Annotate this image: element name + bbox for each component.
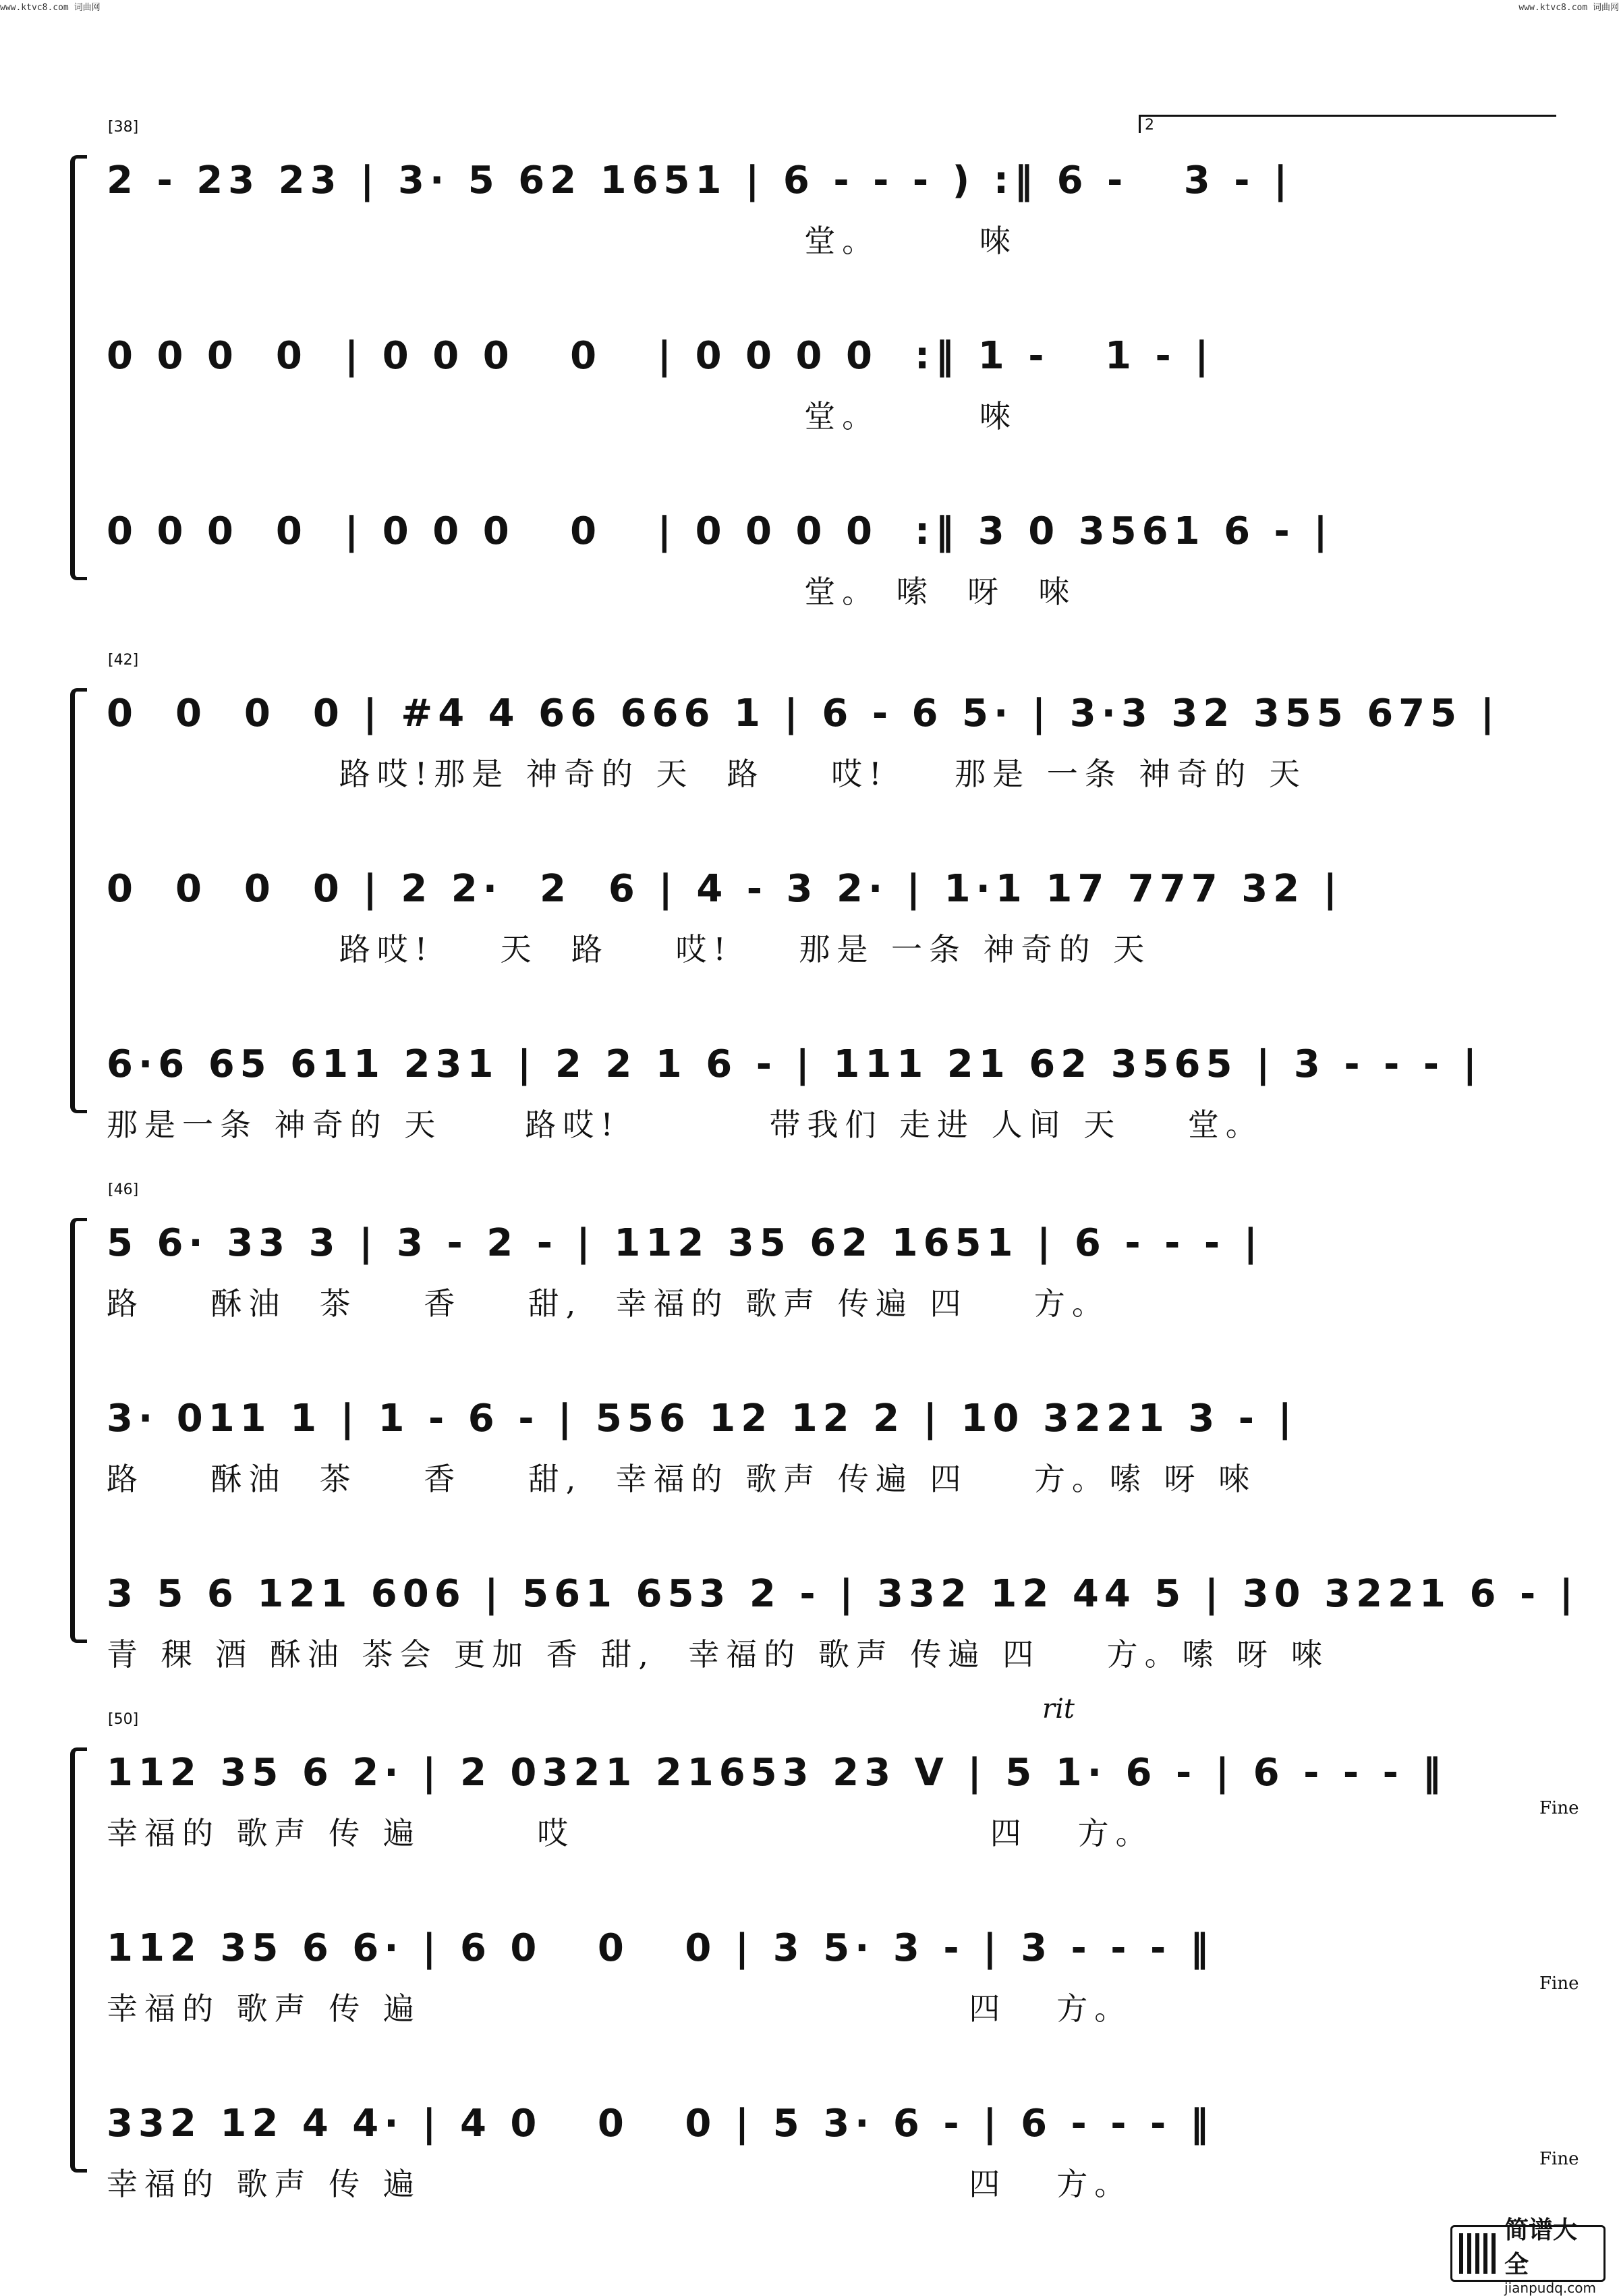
staff-lyrics: 青 稞 酒 酥油 茶会 更加 香 甜, 幸福的 歌声 传遍 四 方。嗦 呀 唻 [107,1636,1329,1673]
fine-marking: Fine [1539,1798,1579,1818]
staff-notes: 0 0 0 0 | 0 0 0 0 | 0 0 0 0 :‖ 3 0 3561 6 - | [107,509,1333,553]
system-1 [0,121,1619,648]
staff-notes: 0 0 0 0 | 2 2· 2 6 | 4 - 3 2· | 1·1 17 777 32 | [107,867,1343,911]
staff-lyrics: 堂。 唻 [107,223,1017,259]
system-2 [0,654,1619,1181]
staff-notes: 332 12 4 4· | 4 0 0 0 | 5 3· 6 - | 6 - - - ‖ [107,2102,1214,2146]
system-4 [0,1711,1619,2240]
staff-1 [0,1751,1619,1926]
staff-2 [0,1926,1619,2102]
staff-notes: 3 5 6 121 606 | 561 653 2 - | 332 12 44 5 | 30 3221 6 - | [107,1572,1579,1616]
header-left: www.ktvc8.com 词曲网 [0,3,101,13]
staff-notes: 5 6· 33 3 | 3 - 2 - | 112 35 62 1651 | 6 - - - | [107,1221,1263,1265]
measure-number: [50] [108,1711,139,1728]
staff-lyrics: 幸福的 歌声 传 遍 四 方。 [107,1990,1133,2027]
measure-number: [38] [108,119,139,136]
staff-notes: 112 35 6 6· | 6 0 0 0 | 3 5· 3 - | 3 - - - ‖ [107,1926,1214,1970]
staff-2 [0,867,1619,1042]
fine-marking: Fine [1539,2149,1579,2169]
staff-lyrics: 路 酥油 茶 香 甜, 幸福的 歌声 传遍 四 方。嗦 呀 唻 [107,1461,1257,1497]
rit-marking: rit [1042,1693,1075,1725]
staff-3 [0,2102,1619,2277]
site-logo [1450,2216,1606,2296]
staff-lyrics: 路哎!那是 神奇的 天 路 哎! 那是 一条 神奇的 天 [107,756,1307,792]
staff-lyrics: 堂。 嗦 呀 唻 [107,573,1077,610]
system-3 [0,1181,1619,1710]
logo-title: 简谱大全 [1504,2216,1578,2278]
staff-2 [0,1397,1619,1572]
staff-notes: 0 0 0 0 | #4 4 66 666 1 | 6 - 6 5· | 3·3 32 355 675 | [107,692,1500,735]
staff-notes: 6·6 65 611 231 | 2 2 1 6 - | 111 21 62 3565 | 3 - - - | [107,1042,1483,1086]
header-right: www.ktvc8.com 词曲网 [1518,3,1619,13]
measure-number: [42] [108,652,139,669]
staff-1 [0,1221,1619,1397]
staff-notes: 3· 011 1 | 1 - 6 - | 556 12 12 2 | 10 3221 3 - | [107,1397,1297,1440]
staff-lyrics: 幸福的 歌声 传 遍 哎 四 方。 [107,1815,1154,1851]
staff-lyrics: 路哎! 天 路 哎! 那是 一条 神奇的 天 [107,931,1152,968]
staff-lyrics: 路 酥油 茶 香 甜, 幸福的 歌声 传遍 四 方。 [107,1285,1110,1322]
piano-keys-icon [1459,2233,1498,2274]
logo-text [1504,2211,1597,2296]
staff-lyrics: 堂。 唻 [107,398,1017,435]
staff-2 [0,334,1619,509]
staff-lyrics: 那是一条 神奇的 天 路哎! 带我们 走进 人间 天 堂。 [107,1107,1263,1143]
staff-notes: 2 - 23 23 | 3· 5 62 1651 | 6 - - - ) :‖ 6 - 3 - | [107,159,1293,202]
staff-lyrics: 幸福的 歌声 传 遍 四 方。 [107,2166,1133,2202]
measure-number: [46] [108,1181,139,1198]
staff-notes: 0 0 0 0 | 0 0 0 0 | 0 0 0 0 :‖ 1 - 1 - | [107,334,1214,378]
staff-notes: 112 35 6 2· | 2 0321 21653 23 V | 5 1· 6 - | 6 - - - ‖ [107,1751,1447,1795]
volta-label: 2 [1145,117,1154,134]
logo-url: jianpudq.com [1504,2280,1596,2296]
staff-1 [0,692,1619,867]
staff-1 [0,159,1619,334]
fine-marking: Fine [1539,1973,1579,1994]
